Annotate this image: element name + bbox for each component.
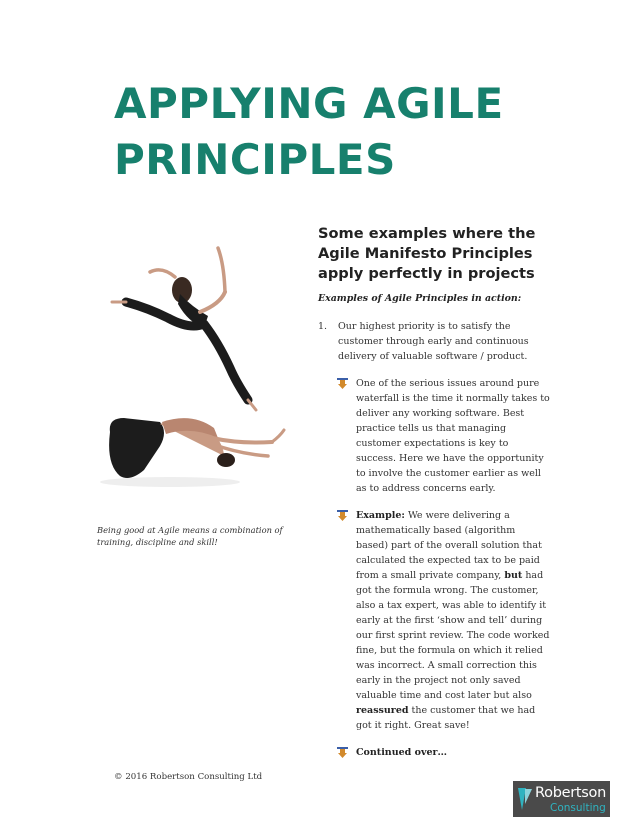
bullet-item-2 — [336, 508, 550, 733]
title-line-1: APPLYING AGILE — [114, 79, 504, 128]
example-label: Example: — [356, 510, 405, 521]
logo-mark-icon — [516, 786, 534, 812]
bullet-item-1 — [336, 376, 550, 496]
bullet-text: One of the serious issues around pure waterfall is the time it normally takes to deliver any working software. Best practice tells us that managing customer expectations is key to success. Here we have the opportunity to involve the customer earlier as well as to address concerns early. — [356, 378, 550, 494]
example-emphasis-but: but — [504, 570, 523, 581]
page-title — [114, 76, 584, 188]
title-line-2: PRINCIPLES — [114, 135, 396, 184]
main-column — [318, 224, 550, 760]
dancers-photo — [100, 232, 295, 494]
logo-name: Robertson — [535, 785, 606, 801]
arrow-down-bullet-icon — [336, 746, 349, 759]
continued-text: Continued over… — [356, 747, 448, 758]
copyright-footer: © 2016 Robertson Consulting Ltd — [114, 772, 263, 782]
example-text-part-2: had got the formula wrong. The customer, also a tax expert, was able to identify it early at the first ‘show and tell’ during our first sprint review. The code worked fine, but the formula on which it relied was incorrect. A small correction this early in the project not only saved valuable time and cost later but also — [356, 570, 550, 701]
example-emphasis-reassured: reassured — [356, 705, 409, 716]
item-text: Our highest priority is to satisfy the customer through early and continuous delivery of valuable software / product. — [338, 321, 529, 362]
logo-subtitle: Consulting — [550, 802, 606, 814]
bullet-item-3 — [336, 745, 550, 760]
arrow-down-bullet-icon — [336, 509, 349, 522]
example-text-part-1: We were delivering a mathematically based (algorithm based) part of the overall solution that calculated the expected tax to be paid from a small private company, — [356, 510, 542, 581]
section-heading: Some examples where the Agile Manifesto Principles apply perfectly in projects — [318, 225, 536, 282]
example-text-part-3: the customer that we had got it right. Great save! — [356, 705, 536, 731]
robertson-consulting-logo — [513, 781, 610, 817]
arrow-down-bullet-icon — [336, 377, 349, 390]
section-subheading: Examples of Agile Principles in action: — [318, 293, 522, 304]
numbered-item-1 — [318, 319, 550, 364]
item-number: 1. — [318, 321, 328, 332]
photo-caption: Being good at Agile means a combination of training, discipline and skill! — [97, 525, 283, 547]
